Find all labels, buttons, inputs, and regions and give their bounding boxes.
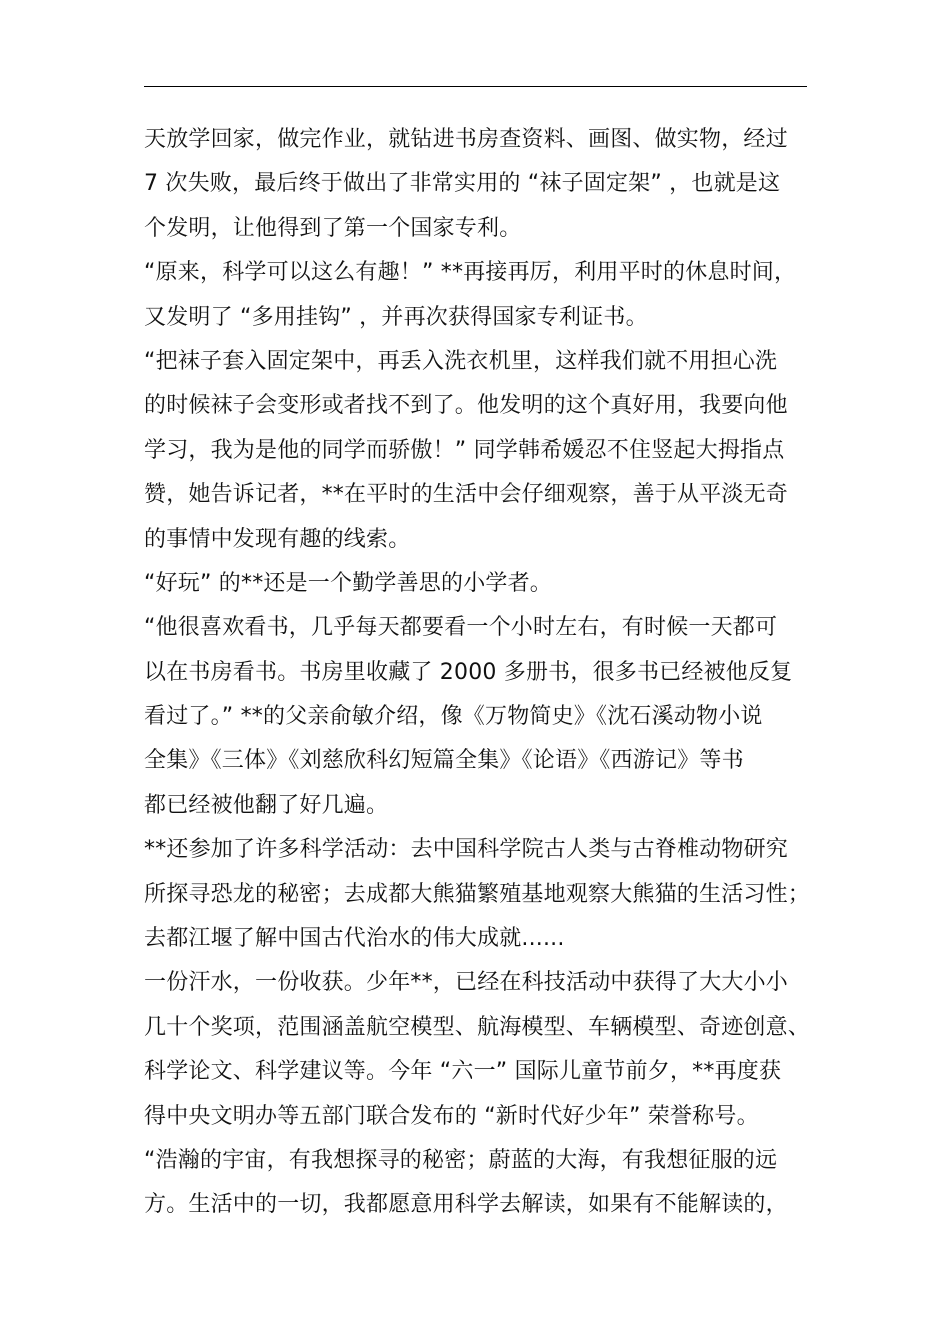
text-line: 所探寻恐龙的秘密；去成都大熊猫繁殖基地观察大熊猫的生活习性； [144,881,811,907]
article-body [144,118,824,1228]
text-line: “好玩” 的**还是一个勤学善思的小学者。 [144,570,552,596]
text-line: 看过了。” **的父亲俞敏介绍，像《万物简史》《沈石溪动物小说 [144,704,763,730]
text-line: 都已经被他翻了好几遍。 [144,792,389,818]
text-line: 得中央文明办等五部门联合发布的 “新时代好少年” 荣誉称号。 [144,1103,759,1129]
text-line: 天放学回家，做完作业，就钻进书房查资料、画图、做实物，经过 [144,127,788,152]
text-line: 以在书房看书。书房里收藏了 2000 多册书，很多书已经被他反复 [144,659,793,685]
text-line: “他很喜欢看书，几乎每天都要看一个小时左右，有时候一天都可 [144,615,778,641]
text-line: 赞，她告诉记者，**在平时的生活中会仔细观察，善于从平淡无奇 [144,482,789,508]
text-line: 的事情中发现有趣的线索。 [144,526,411,552]
text-line: **还参加了许多科学活动：去中国科学院古人类与古脊椎动物研究 [144,837,789,863]
text-line: 去都江堰了解中国古代治水的伟大成就...... [144,926,565,952]
text-line: 又发明了 “多用挂钩” ，并再次获得国家专利证书。 [144,304,648,330]
header-rule [144,86,807,87]
text-line: 方。生活中的一切，我都愿意用科学去解读，如果有不能解读的， [144,1192,788,1218]
text-line: 全集》《三体》《刘慈欣科幻短篇全集》《论语》《西游记》等书 [144,748,744,774]
text-line: 几十个奖项，范围涵盖航空模型、航海模型、车辆模型、奇迹创意、 [144,1014,811,1040]
text-line: 一份汗水，一份收获。少年**，已经在科技活动中获得了大大小小 [144,970,789,996]
text-line: “把袜子套入固定架中，再丢入洗衣机里，这样我们就不用担心洗 [144,348,778,374]
text-line: 科学论文、科学建议等。今年 “六一” 国际儿童节前夕，**再度获 [144,1059,782,1085]
text-line: “浩瀚的宇宙，有我想探寻的秘密；蔚蓝的大海，有我想征服的远 [144,1147,778,1173]
text-line: 7 次失败，最后终于做出了非常实用的 “袜子固定架” ，也就是这 [144,171,781,197]
text-line: 学习，我为是他的同学而骄傲！” 同学韩希媛忍不住竖起大拇指点 [144,437,785,463]
text-line: 个发明，让他得到了第一个国家专利。 [144,215,522,241]
text-line: 的时候袜子会变形或者找不到了。他发明的这个真好用，我要向他 [144,393,788,419]
text-line: “原来，科学可以这么有趣！” **再接再厉，利用平时的休息时间， [144,260,797,286]
